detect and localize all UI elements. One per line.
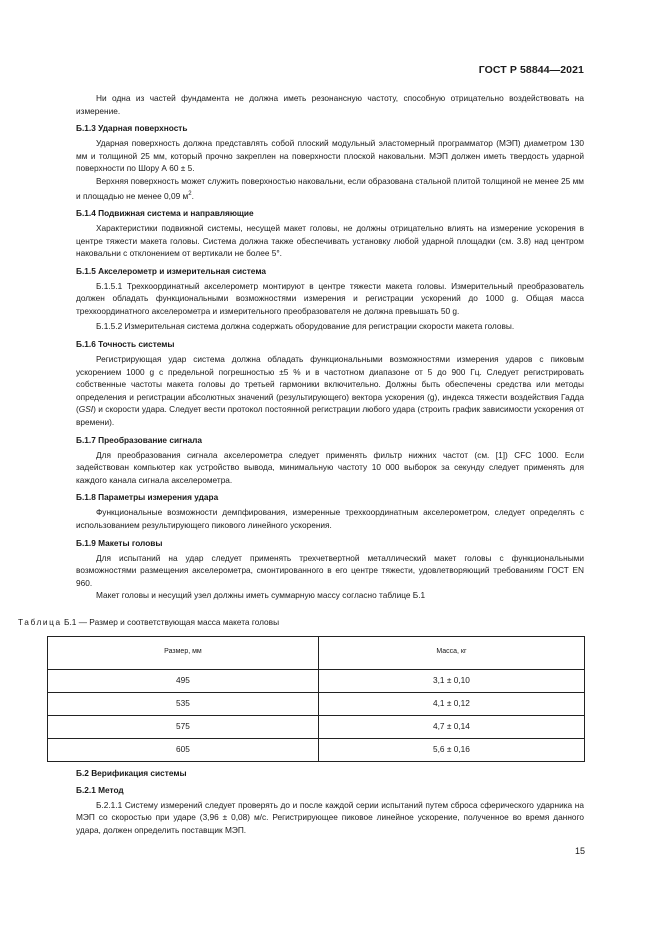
paragraph: Ни одна из частей фундамента не должна иметь резонансную частоту, способную отрицательно воздействовать на измерение. — [76, 93, 584, 116]
section-heading: Б.1.5 Акселерометр и измерительная система — [76, 265, 266, 276]
mass-cell: 5,6 ± 0,16 — [318, 738, 584, 761]
mass-table — [47, 636, 585, 762]
column-header-size: Размер, мм — [48, 636, 319, 669]
text-run: ) и скорости удара. Следует вести протокол постоянной регистрации любого удара (строить график зависимости ускорения от времени). — [76, 404, 584, 428]
paragraph: Функциональные возможности демпфирования, измеренные трехкоординатным акселерометром, следует определять с использованием результирующего пикового линейного ускорения. — [76, 507, 584, 531]
paragraph: Б.2.1.1 Систему измерений следует проверять до и после каждой серии испытаний путем сброса сферического ударника на МЭП со скоростью при ударе (3,96 ± 0,08) м/с. Регистрирующее пиковое линейное ускорение, полученное во время данного удара, должен определить поставщик МЭП. — [76, 799, 584, 835]
mass-cell: 4,1 ± 0,12 — [318, 692, 584, 715]
table-caption-text: Б.1 — Размер и соответствующая масса макета головы — [61, 616, 280, 627]
section-heading: Б.2 Верификация системы — [76, 767, 187, 778]
section-heading: Б.1.4 Подвижная система и направляющие — [76, 207, 254, 218]
size-cell: 575 — [48, 715, 319, 738]
paragraph: Для испытаний на удар следует применять трехчетвертной металлический макет головы с функциональными возможностями размещения акселерометра, смонтированного в его центре тяжести, удовлетворяющий требованиям ГОСТ EN 960. — [76, 552, 584, 588]
section-heading: Б.1.8 Параметры измерения удара — [76, 492, 219, 503]
section-heading: Б.1.6 Точность системы — [76, 339, 175, 350]
table-header-row — [48, 636, 585, 669]
table-row — [48, 692, 585, 715]
size-cell: 605 — [48, 738, 319, 761]
paragraph — [76, 353, 584, 429]
text-run: Регистрирующая удар система должна обладать функциональными возможностями измерения ударов с пиковым ускорением 1000 g с предельной погрешностью ±5 % и в частотном диапазоне от 5 до 900 Гц. Следует регистрировать собственные частоты макета головы до третьей гармоники включительно. Должны быть обеспечены средства или методы определения и регистрации абсолютных значений (результирующего) вектора ускорения (g), индекса тяжести воздействия Гадда ( — [76, 354, 584, 415]
paragraph: Характеристики подвижной системы, несущей макет головы, не должны отрицательно влиять на измерение ускорения в центре тяжести макета головы. Система должна также обеспечивать установку любой ударной площадки (см. 3.8) над центром наковальни с отклонением от вертикали не более 5°. — [76, 222, 584, 259]
superscript: 2 — [188, 190, 192, 197]
table-caption — [18, 616, 584, 629]
section-heading: Б.1.7 Преобразование сигнала — [76, 434, 203, 445]
text-run: Верхняя поверхность может служить поверхностью наковальни, если образована стальной плитой толщиной не менее 25 мм и площадью не менее 0,09 м — [76, 175, 584, 201]
mass-cell: 4,7 ± 0,14 — [318, 715, 584, 738]
document-code: ГОСТ Р 58844—2021 — [478, 64, 584, 76]
section-heading: Б.2.1 Метод — [76, 784, 124, 795]
section-heading: Б.1.9 Макеты головы — [76, 537, 163, 548]
paragraph: Б.1.5.2 Измерительная система должна содержать оборудование для регистрации скорости макета головы. — [96, 321, 515, 332]
column-header-mass: Масса, кг — [318, 636, 584, 669]
table-row — [48, 738, 585, 761]
paragraph: Для преобразования сигнала акселерометра следует применять фильтр нижних частот (см. [1]) CFC 1000. Если задействован компьютер как устройство вывода, минимальную частоту 10 000 выборок за секунду следует применять для каждого канала сигнала акселерометра. — [76, 449, 584, 485]
document-body — [18, 92, 584, 836]
section-heading: Б.1.3 Ударная поверхность — [76, 123, 188, 134]
table-row — [48, 669, 585, 692]
text-run: . — [191, 190, 194, 201]
mass-cell: 3,1 ± 0,10 — [318, 669, 584, 692]
paragraph — [76, 175, 584, 202]
paragraph: Макет головы и несущий узел должны иметь суммарную массу согласно таблице Б.1 — [96, 590, 426, 601]
size-cell: 535 — [48, 692, 319, 715]
table-caption-word: Таблица — [18, 616, 62, 627]
page-number: 15 — [574, 846, 585, 856]
table-row — [48, 715, 585, 738]
paragraph: Б.1.5.1 Трехкоординатный акселерометр монтируют в центре тяжести макета головы. Измерительный преобразователь должен обладать функциональными возможностями измерения и регистрации ускорений до 1000 g. Общая масса трехкоординатного акселерометра и измерительного преобразователя не должна превышать 50 g. — [76, 280, 584, 316]
size-cell: 495 — [48, 669, 319, 692]
emphasis-text: GSI — [78, 404, 94, 415]
paragraph: Ударная поверхность должна представлять собой плоский модульный эластомерный программатор (МЭП) диаметром 130 мм и толщиной 25 мм, который прочно закреплен на поверхности плоской наковальни. МЭП должен иметь твердость ударной поверхности по Шору А 60 ± 5. — [76, 138, 584, 174]
